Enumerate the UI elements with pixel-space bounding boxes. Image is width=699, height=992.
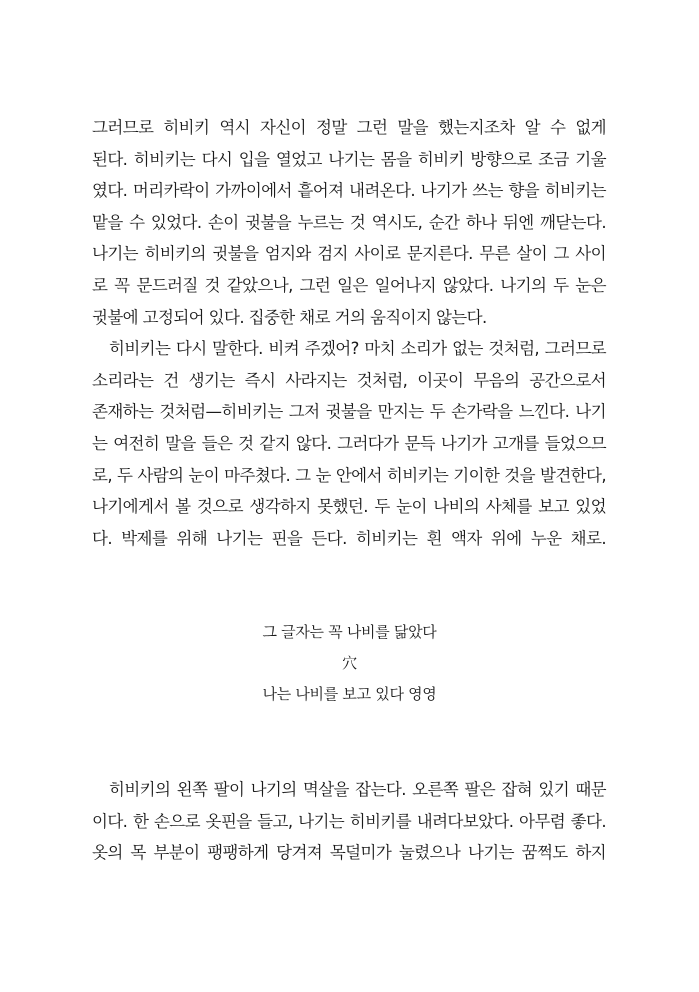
text-line: 존재하는 것처럼—히비키는 그저 귓불을 만지는 두 손가락을 느낀다. 나기 bbox=[92, 402, 606, 422]
text-line: 로, 두 사람의 눈이 마주쳤다. 그 눈 안에서 히비키는 기이한 것을 발견한다, bbox=[92, 465, 606, 485]
text-line: 된다. 히비키는 다시 입을 열었고 나기는 몸을 히비키 방향으로 조금 기울 bbox=[92, 149, 606, 169]
paragraph bbox=[92, 112, 606, 333]
text-line: 히비키는 다시 말한다. 비켜 주겠어? 마치 소리가 없는 것처럼, 그러므로 bbox=[109, 339, 606, 359]
text-line: 옷의 목 부분이 팽팽하게 당겨져 목덜미가 눌렸으나 나기는 꿈쩍도 하지 bbox=[92, 843, 606, 863]
text-line: 나기에게서 볼 것으로 생각하지 못했던. 두 눈이 나비의 사체를 보고 있었 bbox=[92, 497, 606, 517]
text-line: 히비키의 왼쪽 팔이 나기의 멱살을 잡는다. 오른쪽 팔은 잡혀 있기 때문 bbox=[109, 780, 606, 799]
text-line: 이다. 한 손으로 옷핀을 들고, 나기는 히비키를 내려다보았다. 아무렴 좋다. bbox=[92, 811, 606, 831]
verse-glyph: 穴 bbox=[342, 654, 357, 672]
text-line: 나기는 히비키의 귓불을 엄지와 검지 사이로 문지른다. 무른 살이 그 사이 bbox=[92, 244, 606, 264]
text-line: 그러므로 히비키 역시 자신이 정말 그런 말을 했는지조차 알 수 없게 bbox=[92, 118, 606, 137]
text-line: 소리라는 건 생기는 즉시 사라지는 것처럼, 이곳이 무음의 공간으로서 bbox=[92, 370, 606, 390]
verse-line: 그 글자는 꼭 나비를 닮았다 bbox=[262, 623, 437, 641]
paragraph bbox=[92, 774, 606, 869]
text-line: 다. 박제를 위해 나기는 핀을 든다. 히비키는 흰 액자 위에 누운 채로. bbox=[92, 528, 606, 548]
text-line: 귓불에 고정되어 있다. 집중한 채로 거의 움직이지 않는다. bbox=[92, 307, 487, 327]
text-line: 로 꼭 문드러질 것 같았으나, 그런 일은 일어나지 않았다. 나기의 두 눈은 bbox=[92, 275, 606, 295]
document-body bbox=[92, 112, 606, 554]
paragraph bbox=[92, 333, 606, 554]
verse-line: 나는 나비를 보고 있다 영영 bbox=[262, 685, 437, 703]
text-line: 맡을 수 있었다. 손이 귓불을 누르는 것 역시도, 순간 하나 뒤엔 깨닫는다. bbox=[92, 212, 606, 232]
text-line: 는 여전히 말을 들은 것 같지 않다. 그러다가 문득 나기가 고개를 들었으므 bbox=[92, 433, 606, 453]
text-line: 였다. 머리카락이 가까이에서 흩어져 내려온다. 나기가 쓰는 향을 히비키는 bbox=[92, 181, 606, 201]
centered-verse bbox=[0, 617, 699, 710]
